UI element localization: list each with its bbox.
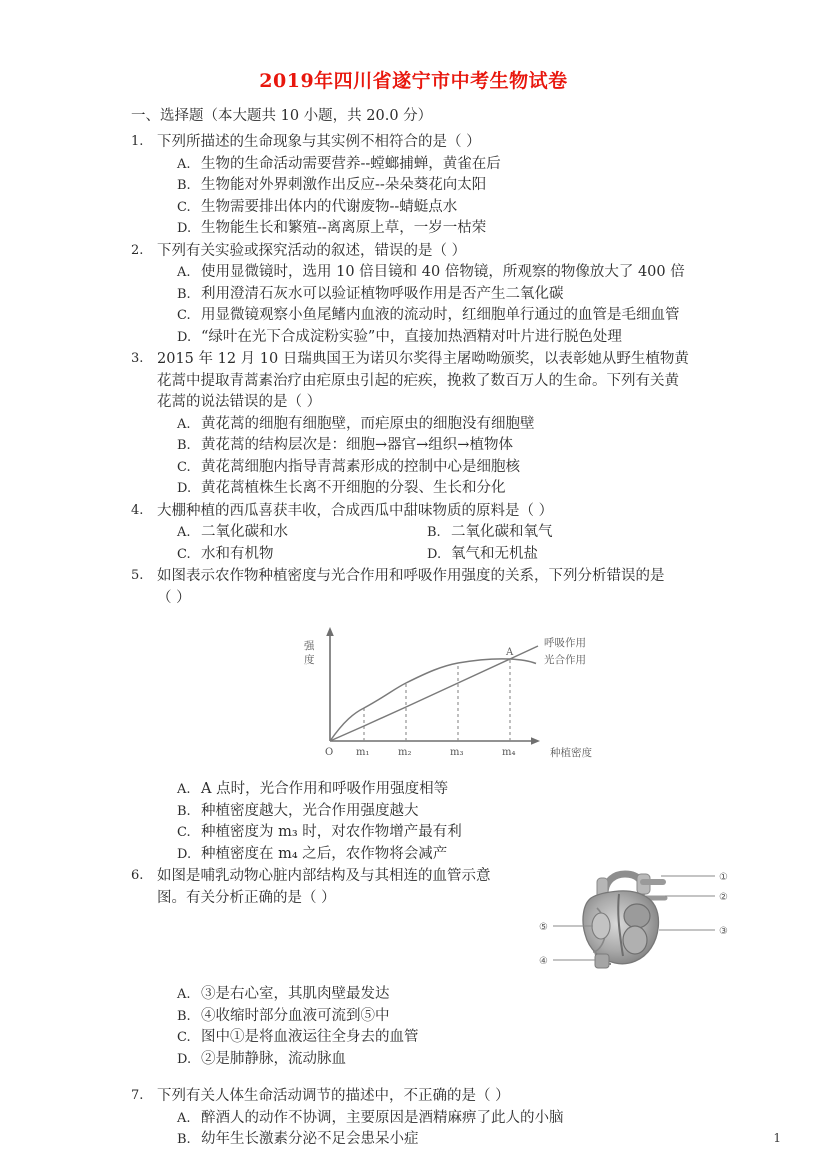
question-number: 2. [131, 242, 144, 258]
option-text: 二氧化碳和水 [201, 524, 288, 540]
option-a[interactable] [177, 984, 741, 1006]
option-text: 幼年生长激素分泌不足会患呆小症 [201, 1131, 419, 1147]
legend-photosynthesis: 光合作用 [544, 654, 586, 666]
page-number: 1 [773, 1131, 781, 1145]
question-stem-line-3: 花蒿的说法错误的是（ ） [157, 394, 322, 410]
option-c[interactable] [177, 544, 427, 566]
option-text: 使用显微镜时，选用 10 倍目镜和 40 倍物镜，所观察的物像放大了 400 倍 [201, 264, 685, 280]
question-stem: 下列有关人体生命活动调节的描述中，不正确的是（ ） [157, 1088, 510, 1104]
option-label: B. [427, 525, 441, 540]
option-text: 生物的生命活动需要营养--螳螂捕蝉，黄雀在后 [201, 155, 501, 172]
option-text: 黄花蒿的细胞有细胞壁，而疟原虫的细胞没有细胞壁 [201, 415, 535, 432]
y-axis-label-char-1: 强 [304, 640, 315, 652]
option-d[interactable] [177, 844, 711, 866]
option-text: “绿叶在光下合成淀粉实验”中，直接加热酒精对叶片进行脱色处理 [201, 328, 622, 345]
question-4 [131, 501, 711, 566]
question-stem: 大棚种植的西瓜喜获丰收，合成西瓜中甜味物质的原料是（ ） [157, 502, 554, 519]
question-number: 4. [131, 502, 144, 518]
option-label: D. [177, 329, 192, 345]
option-text: 种植密度越大，光合作用强度越大 [201, 802, 419, 819]
option-label: A. [177, 265, 191, 280]
option-text: 种植密度在 m₄ 之后，农作物将会减产 [201, 845, 448, 862]
option-label: A. [177, 416, 191, 432]
option-a[interactable] [177, 154, 711, 176]
option-list [177, 1108, 711, 1151]
legend-respiration: 呼吸作用 [544, 637, 586, 649]
option-text: 图中①是将血液运往全身去的血管 [201, 1029, 419, 1045]
option-list [177, 262, 711, 348]
option-d[interactable] [177, 1049, 741, 1071]
page-title: 2019年四川省遂宁市中考生物试卷 [259, 70, 568, 92]
question-stem-line-1: 如图是哺乳动物心脏内部结构及与其相连的血管示意 [157, 868, 491, 884]
heart-diagram-svg [531, 868, 741, 978]
question-stem-line-2: 花蒿中提取青蒿素治疗由疟原虫引起的疟疾，挽救了数百万人的生命。下列有关黄 [157, 372, 679, 389]
option-b[interactable] [177, 1006, 741, 1028]
option-b[interactable] [177, 435, 711, 457]
option-c[interactable] [177, 822, 711, 844]
question-number: 7. [131, 1088, 144, 1103]
option-c[interactable] [177, 457, 711, 479]
option-label: C. [177, 459, 191, 475]
option-text: 黄花蒿的结构层次是：细胞→器官→组织→植物体 [201, 437, 513, 453]
option-text: 黄花蒿细胞内指导青蒿素形成的控制中心是细胞核 [201, 458, 520, 475]
option-a[interactable] [177, 1108, 711, 1130]
option-text: 生物需要排出体内的代谢废物--蜻蜓点水 [201, 198, 458, 215]
option-text: 二氧化碳和氧气 [451, 524, 553, 540]
question-1 [131, 132, 711, 240]
option-c[interactable] [177, 305, 711, 327]
question-number: 3. [131, 351, 144, 366]
option-label: B. [177, 286, 191, 302]
option-text: 水和有机物 [201, 545, 274, 562]
option-label: D. [177, 1051, 192, 1067]
question-stem: 下列有关实验或探究活动的叙述，错误的是（ ） [157, 242, 467, 259]
option-label: C. [177, 199, 191, 215]
heart-callout-2: ② [719, 892, 728, 903]
question-6 [131, 866, 728, 1070]
option-label: D. [177, 481, 192, 496]
heart-diagram-figure [531, 868, 741, 978]
option-label: B. [177, 1008, 191, 1024]
option-a[interactable] [177, 262, 711, 284]
option-text: 用显微镜观察小鱼尾鳍内血液的流动时，红细胞单行通过的血管是毛细血管 [201, 307, 680, 323]
option-text: ④收缩时部分血液可流到⑤中 [201, 1007, 390, 1024]
option-label: C. [177, 1030, 191, 1045]
point-a-label: A [506, 647, 514, 658]
y-axis-label-char-2: 度 [304, 654, 315, 666]
option-b[interactable] [177, 1129, 711, 1151]
option-list [177, 414, 711, 500]
option-label: D. [177, 221, 192, 236]
density-graph-figure [282, 623, 622, 773]
option-label: A. [177, 1110, 191, 1126]
option-list [177, 779, 711, 865]
option-label: C. [177, 825, 191, 840]
option-b[interactable] [177, 175, 711, 197]
question-5 [131, 566, 711, 865]
option-list [177, 522, 711, 565]
x-tick-m2: m₂ [398, 747, 412, 758]
question-stem-line-2: （ ） [157, 589, 191, 606]
x-tick-m1: m₁ [356, 747, 370, 758]
origin-label: O [325, 747, 334, 758]
x-tick-m4: m₄ [502, 747, 516, 758]
option-text: 醉酒人的动作不协调，主要原因是酒精麻痹了此人的小脑 [201, 1109, 564, 1126]
option-d[interactable] [177, 327, 711, 349]
option-text: A 点时，光合作用和呼吸作用强度相等 [201, 781, 449, 797]
option-label: A. [177, 156, 191, 172]
option-d[interactable] [177, 478, 711, 500]
option-label: A. [177, 525, 191, 540]
option-list [177, 154, 711, 240]
density-graph-svg [282, 623, 622, 773]
option-text: 生物能对外界刺激作出反应--朵朵葵花向太阳 [201, 177, 487, 193]
option-text: 氧气和无机盐 [451, 545, 538, 562]
section-heading: 一、选择题（本大题共 10 小题，共 20.0 分） [131, 108, 433, 124]
question-list [131, 132, 728, 1152]
question-stem-line-1: 如图表示农作物种植密度与光合作用和呼吸作用强度的关系，下列分析错误的是 [157, 568, 665, 584]
option-text: ③是右心室，其肌肉壁最发达 [201, 986, 390, 1002]
option-label: D. [177, 846, 192, 862]
question-7 [131, 1086, 711, 1151]
option-b[interactable] [177, 801, 711, 823]
heart-callout-4: ④ [539, 956, 548, 967]
option-label: A. [177, 987, 191, 1002]
option-b[interactable] [427, 522, 711, 544]
option-label: B. [177, 438, 191, 453]
question-stem-line-2: 图。有关分析正确的是（ ） [157, 889, 336, 906]
option-label: B. [177, 178, 191, 193]
option-label: B. [177, 1132, 191, 1147]
option-label: A. [177, 782, 191, 797]
question-number: 6. [131, 868, 144, 883]
question-3 [131, 349, 711, 500]
option-b[interactable] [177, 284, 711, 306]
option-label: C. [177, 546, 191, 562]
option-text: 利用澄清石灰水可以验证植物呼吸作用是否产生二氧化碳 [201, 285, 564, 302]
option-label: C. [177, 308, 191, 323]
option-a[interactable] [177, 779, 711, 801]
option-a[interactable] [177, 522, 427, 544]
option-d[interactable] [177, 218, 711, 240]
option-d[interactable] [427, 544, 711, 566]
option-a[interactable] [177, 414, 711, 436]
question-number: 5. [131, 568, 144, 583]
question-2 [131, 241, 711, 349]
question-number: 1. [131, 134, 144, 149]
option-c[interactable] [177, 1027, 741, 1049]
option-c[interactable] [177, 197, 711, 219]
option-list [177, 984, 741, 1070]
x-axis-label: 种植密度 [550, 747, 592, 759]
option-label: D. [427, 546, 442, 562]
question-stem-line-1: 2015 年 12 月 10 日瑞典国王为诺贝尔奖得主屠呦呦颁奖，以表彰她从野生植物黄 [157, 351, 689, 367]
option-label: B. [177, 803, 191, 819]
heart-callout-3: ③ [719, 926, 728, 937]
question-stem: 下列所描述的生命现象与其实例不相符合的是（ ） [157, 134, 481, 150]
heart-callout-1: ① [719, 872, 728, 883]
option-text: ②是肺静脉，流动脉血 [201, 1050, 346, 1067]
option-text: 生物能生长和繁殖--离离原上草，一岁一枯荣 [201, 220, 487, 236]
x-tick-m3: m₃ [450, 747, 464, 758]
option-text: 黄花蒿植株生长离不开细胞的分裂、生长和分化 [201, 480, 506, 496]
heart-callout-5: ⑤ [539, 922, 548, 933]
option-text: 种植密度为 m₃ 时，对农作物增产最有利 [201, 824, 462, 840]
